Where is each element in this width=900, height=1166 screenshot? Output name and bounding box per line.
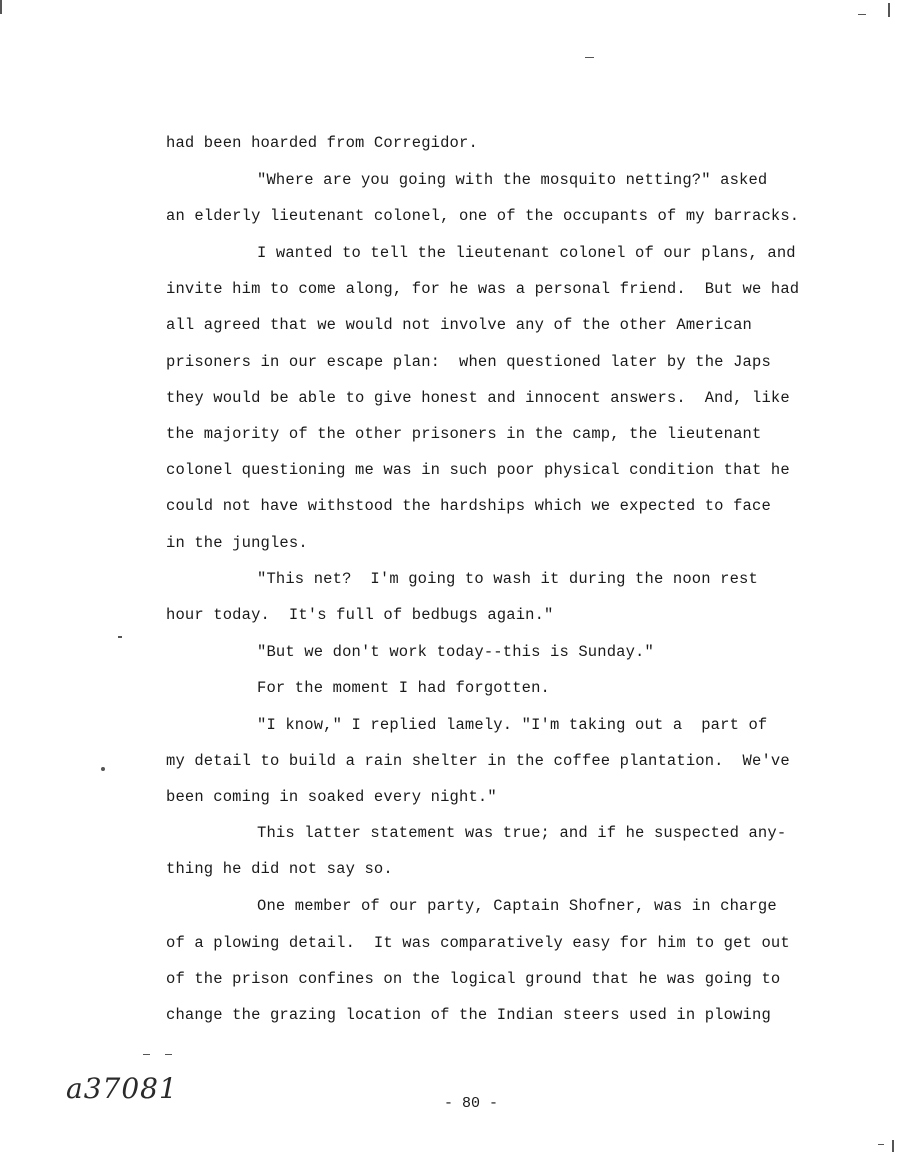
scan-speck: [888, 3, 890, 17]
text-line: had been hoarded from Corregidor.: [166, 134, 478, 152]
text-line: "But we don't work today--this is Sunday.": [257, 643, 654, 661]
text-line: could not have withstood the hardships which we expected to face: [166, 497, 771, 515]
text-line: of a plowing detail. It was comparatively easy for him to get out: [166, 934, 790, 952]
scan-speck: [165, 1054, 172, 1055]
text-line: all agreed that we would not involve any of the other American: [166, 316, 752, 334]
text-line: "Where are you going with the mosquito netting?" asked: [257, 171, 768, 189]
text-line: thing he did not say so.: [166, 860, 393, 878]
text-line: invite him to come along, for he was a personal friend. But we had: [166, 280, 800, 298]
scan-speck: [585, 57, 594, 58]
text-line: my detail to build a rain shelter in the coffee plantation. We've: [166, 752, 790, 770]
text-line: an elderly lieutenant colonel, one of the occupants of my barracks.: [166, 207, 800, 225]
text-line: in the jungles.: [166, 534, 308, 552]
handwritten-note: a37081: [66, 1072, 178, 1105]
scan-speck: [878, 1144, 884, 1145]
text-line: of the prison confines on the logical ground that he was going to: [166, 970, 781, 988]
text-line: I wanted to tell the lieutenant colonel of our plans, and: [257, 244, 796, 262]
scan-speck: [858, 14, 866, 15]
scan-speck: [143, 1054, 150, 1055]
text-line: been coming in soaked every night.": [166, 788, 497, 806]
text-line: This latter statement was true; and if he suspected any-: [257, 824, 787, 842]
text-line: hour today. It's full of bedbugs again.": [166, 606, 554, 624]
text-line: "This net? I'm going to wash it during the noon rest: [257, 570, 758, 588]
scan-speck: [101, 767, 105, 771]
page-number: - 80 -: [444, 1095, 499, 1112]
text-line: "I know," I replied lamely. "I'm taking out a part of: [257, 716, 768, 734]
text-line: prisoners in our escape plan: when questioned later by the Japs: [166, 353, 771, 371]
text-line: For the moment I had forgotten.: [257, 679, 550, 697]
text-line: the majority of the other prisoners in the camp, the lieutenant: [166, 425, 762, 443]
text-line: colonel questioning me was in such poor physical condition that he: [166, 461, 790, 479]
text-line: change the grazing location of the Indian steers used in plowing: [166, 1006, 771, 1024]
text-line: One member of our party, Captain Shofner, was in charge: [257, 897, 777, 915]
scan-speck: [0, 0, 2, 14]
text-line: they would be able to give honest and innocent answers. And, like: [166, 389, 790, 407]
scan-speck: [118, 636, 122, 638]
scan-speck: [892, 1140, 894, 1152]
